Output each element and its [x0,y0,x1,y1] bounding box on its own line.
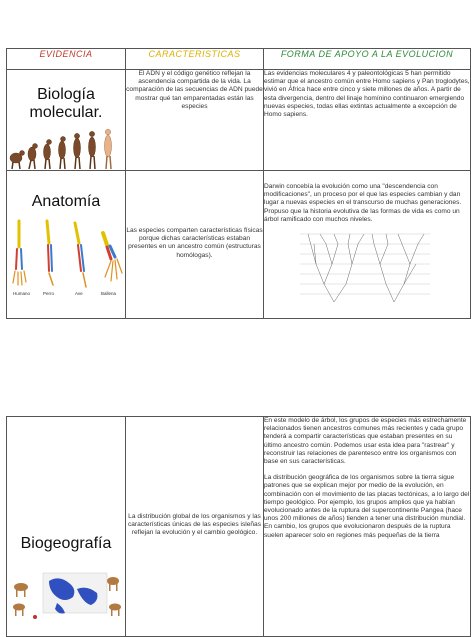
support-cell [264,70,471,171]
evidence-table-bottom [6,416,471,637]
support-text: Las evidencias moleculares 4 y paleontológicas 5 han permitido estimar que el ancestro común entre Homo sapiens y Pan troglodytes, vivió en África hace entre cinco y siete millones de años. A partir de esta divergencia, dentro del linaje homínino continuaron emergiendo nuevas especies, todas ellas extintas actualmente a excepción de Homo sapiens. [264,70,470,119]
homologous-limbs-image [7,217,125,305]
human-evolution-image [7,126,125,170]
limb-label-human: Humano [13,291,31,296]
evidence-cell [7,70,126,171]
evidence-title: Biología molecular. [29,86,103,121]
evidence-cell [7,417,126,637]
limb-label-dog: Perro [43,291,55,296]
limb-label-bird: Ave [75,291,83,296]
header-evidence: EVIDENCIA [7,49,126,70]
characteristics-cell [126,417,264,637]
table-row [7,417,471,637]
support-text-distribution: La distribución geográfica de los organismos sobre la tierra sigue patrones que se explican mejor por medio de la evolución, en combinación con el movimiento de las placas tectónicas, a lo largo del tiempo geológico. Por ejemplo, los grupos amplios que ya habían evolucionado antes de la ruptura del supercontinente Pangea (hace unos 200 millones de años) tienden a tener una distribución mundial. En cambio, los grupos que evolucionaron después de la ruptura suelen aparecer solo en regiones más pequeñas de la tierra [264,474,470,539]
support-text-tree-model: En este modelo de árbol, los grupos de especies más estrechamente relacionados tienen ancestros comunes más recientes y cada grupo tenderá a compartir características que estaban presentes en su último ancestro común. Podemos usar esta idea para "rastrear" y reconstruir las relaciones de parentesco entre los organismos con base en sus características. [264,417,467,466]
darwin-tree-diagram [294,230,470,306]
support-text: Darwin concebía la evolución como una "descendencia con modificaciones", un proceso por el que las especies cambian y dan lugar a nuevas especies en el transcurso de muchas generaciones. Propuso que la historia evolutiva de las formas de vida es como un árbol ramificado con muchos niveles. [264,183,462,223]
characteristics-cell [126,171,264,319]
evidence-cell [7,171,126,319]
characteristics-cell [126,70,264,171]
support-cell [264,171,471,319]
header-characteristics: CARACTERISTICAS [126,49,264,70]
evidence-table-top [6,48,471,319]
evidence-title: Anatomía [31,193,101,210]
characteristics-text: El ADN y el código genético reflejan la ascendencia compartida de la vida. La comparación de las secuencias de ADN puede mostrar qué tan emparentadas están las especies [126,70,263,110]
limb-label-whale: Ballena [101,291,117,296]
biogeography-map-image [7,567,125,623]
header-support: FORMA DE APOYO A LA EVOLUCION [264,49,471,70]
characteristics-text: La distribución global de los organismos y las características únicas de las especies isleñas reflejan la evolución y el cambio geológico. [127,513,262,537]
table-row [7,171,471,319]
support-cell [264,417,471,637]
table-row [7,70,471,171]
characteristics-text: Las especies comparten características físicas porque dichas características estaban presentes en un ancestro común (estructuras homólogas). [126,227,263,259]
table-header-row [7,49,471,70]
evidence-title: Biogeografía [20,535,112,552]
